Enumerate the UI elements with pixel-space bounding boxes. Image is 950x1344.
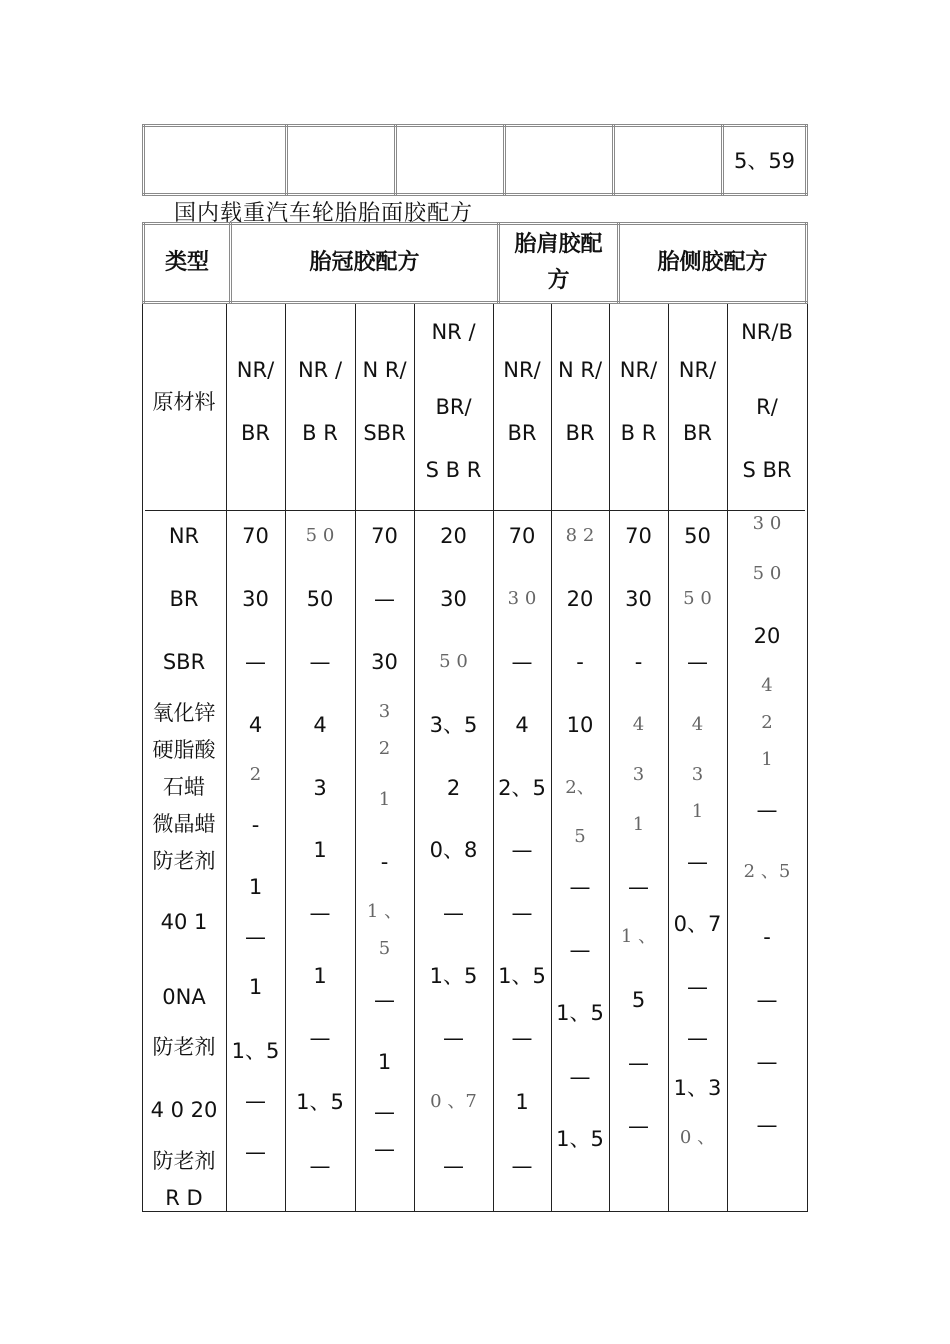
- value-7-5: 1: [691, 801, 704, 822]
- value-1-4: 3: [313, 776, 327, 800]
- value-6-10: —: [628, 1114, 649, 1138]
- row-label-13: R D: [165, 1186, 203, 1210]
- sidewall-header: 胎侧胶配方: [619, 224, 807, 303]
- value-4-8: —: [511, 1026, 533, 1050]
- value-0-3: 4: [248, 713, 263, 737]
- value-0-9: 1、5: [231, 1039, 280, 1063]
- value-3-6: —: [443, 901, 464, 925]
- value-7-9: —: [687, 1026, 708, 1050]
- value-7-3: 4: [691, 714, 704, 735]
- value-7-0: 50: [684, 524, 711, 548]
- value-0-5: -: [251, 813, 260, 837]
- value-2-9: —: [374, 988, 395, 1012]
- crown-header: 胎冠胶配方: [231, 224, 499, 303]
- row-label-5: 石蜡: [163, 775, 205, 799]
- value-0-10: —: [245, 1089, 266, 1113]
- type-header: 类型: [144, 224, 231, 303]
- formula-header-4-0: NR/: [503, 358, 541, 382]
- value-4-3: 4: [515, 713, 529, 737]
- formula-header-7-0: NR/: [678, 358, 717, 382]
- value-1-3: 4: [313, 713, 327, 737]
- value-8-8: -: [763, 925, 771, 949]
- formula-header-2-0: N R/: [362, 358, 407, 382]
- value-0-1: 30: [242, 587, 269, 611]
- row-label-9: 0NA: [162, 985, 206, 1009]
- value-5-2: -: [576, 650, 584, 674]
- formula-header-1-1: B R: [302, 421, 338, 445]
- formula-header-3-1: BR/: [435, 395, 472, 419]
- value-5-5: 5: [574, 826, 586, 847]
- value-5-10: 1、5: [556, 1127, 604, 1151]
- value-4-9: 1: [515, 1090, 529, 1114]
- formula-header-5-1: BR: [565, 421, 595, 445]
- value-7-2: —: [687, 650, 708, 674]
- formula-header-6-0: NR/: [619, 358, 658, 382]
- value-3-9: 0 、7: [430, 1091, 477, 1112]
- row-label-7: 防老剂: [152, 849, 216, 873]
- value-8-1: 5 0: [752, 563, 782, 584]
- value-2-5: 1: [378, 789, 391, 810]
- value-6-8: 5: [631, 988, 646, 1012]
- value-3-3: 3、5: [429, 713, 478, 737]
- value-6-4: 3: [632, 764, 645, 785]
- value-0-11: —: [245, 1140, 266, 1164]
- value-6-3: 4: [632, 714, 645, 735]
- value-4-5: —: [511, 838, 533, 862]
- row-label-3: 氧化锌: [152, 701, 216, 725]
- value-0-7: —: [245, 925, 266, 949]
- row-label-2: SBR: [162, 650, 206, 674]
- formula-header-7-1: BR: [683, 421, 712, 445]
- row-label-4: 硬脂酸: [152, 738, 216, 762]
- formula-grid: [142, 304, 808, 1212]
- value-7-6: —: [687, 850, 708, 874]
- value-2-1: —: [374, 587, 395, 611]
- previous-table-fragment: [142, 124, 808, 196]
- value-6-2: -: [634, 650, 643, 674]
- value-8-0: 3 0: [752, 513, 782, 534]
- value-5-9: —: [569, 1065, 591, 1089]
- value-7-4: 3: [691, 764, 704, 785]
- value-6-9: —: [628, 1051, 649, 1075]
- formula-header-8-2: S BR: [742, 458, 792, 482]
- value-8-9: —: [756, 988, 778, 1012]
- value-2-4: 2: [378, 738, 391, 759]
- value-1-7: 1: [313, 964, 327, 988]
- formula-header-5-0: N R/: [557, 358, 603, 382]
- formula-header-1-0: NR /: [297, 358, 343, 382]
- value-6-5: 1: [632, 814, 645, 835]
- value-5-8: 1、5: [556, 1001, 604, 1025]
- value-0-0: 70: [242, 524, 269, 548]
- value-5-3: 10: [566, 713, 594, 737]
- table-caption: 国内载重汽车轮胎胎面胶配方: [174, 201, 474, 226]
- value-5-4: 2、: [565, 777, 595, 798]
- value-4-1: 3 0: [507, 588, 537, 609]
- value-2-8: 5: [378, 938, 391, 959]
- value-8-5: 1: [761, 749, 773, 770]
- row-label-10: 防老剂: [152, 1035, 216, 1059]
- value-6-7: 1 、: [620, 926, 657, 947]
- value-0-8: 1: [248, 975, 263, 999]
- value-1-6: —: [309, 901, 331, 925]
- value-8-7: 2 、5: [743, 861, 791, 882]
- value-1-0: 5 0: [305, 525, 335, 546]
- value-6-1: 30: [625, 587, 652, 611]
- formula-header-6-1: B R: [620, 421, 657, 445]
- value-7-10: 1、3: [673, 1076, 722, 1100]
- formula-header-8-1: R/: [756, 395, 778, 419]
- value-5-1: 20: [566, 587, 594, 611]
- value-4-0: 70: [508, 524, 536, 548]
- value-1-10: —: [309, 1154, 331, 1178]
- value-4-6: —: [511, 901, 533, 925]
- value-3-0: 20: [440, 524, 467, 548]
- value-8-2: 20: [753, 624, 781, 648]
- value-2-11: —: [374, 1100, 395, 1124]
- value-6-0: 70: [625, 524, 652, 548]
- value-2-7: 1 、: [366, 901, 403, 922]
- value-7-7: 0、7: [673, 912, 722, 936]
- value-4-2: —: [511, 650, 533, 674]
- value-8-6: —: [756, 798, 778, 822]
- value-2-3: 3: [378, 701, 391, 722]
- value-1-8: —: [309, 1026, 331, 1050]
- value-1-9: 1、5: [296, 1090, 344, 1114]
- value-3-1: 30: [440, 587, 467, 611]
- value-3-4: 2: [446, 776, 461, 800]
- value-0-4: 2: [249, 764, 262, 785]
- value-3-10: —: [443, 1154, 464, 1178]
- row-label-6: 微晶蜡: [152, 812, 216, 836]
- fragment-value: 5、59: [723, 126, 807, 195]
- value-3-2: 5 0: [439, 651, 468, 672]
- value-5-7: —: [569, 938, 591, 962]
- value-2-0: 70: [371, 524, 398, 548]
- formula-header-0-1: BR: [241, 421, 270, 445]
- row-label-11: 4 0 20: [150, 1098, 218, 1122]
- value-3-8: —: [443, 1026, 464, 1050]
- formula-header-8-0: NR/B: [741, 320, 793, 344]
- value-2-12: —: [374, 1137, 395, 1161]
- formula-header-2-1: SBR: [363, 421, 406, 445]
- value-4-4: 2、5: [498, 776, 546, 800]
- value-4-7: 1、5: [498, 964, 546, 988]
- table-header: [142, 222, 808, 304]
- value-2-10: 1: [377, 1050, 392, 1074]
- formula-header-3-2: S B R: [425, 458, 482, 482]
- value-0-2: —: [245, 650, 266, 674]
- formula-header-0-0: NR/: [236, 358, 275, 382]
- value-8-4: 2: [761, 712, 773, 733]
- value-4-10: —: [511, 1154, 533, 1178]
- value-1-1: 50: [306, 587, 334, 611]
- value-3-5: 0、8: [429, 838, 478, 862]
- shoulder-header: 胎肩胶配 方: [499, 224, 619, 303]
- value-7-11: 0 、: [679, 1127, 716, 1148]
- value-8-3: 4: [761, 675, 773, 696]
- value-6-6: —: [628, 875, 649, 899]
- value-3-7: 1、5: [429, 964, 478, 988]
- value-5-0: 8 2: [565, 525, 595, 546]
- row-label-12: 防老剂: [152, 1149, 216, 1173]
- value-5-6: —: [569, 875, 591, 899]
- materials-label: 原材料: [152, 390, 216, 414]
- value-8-10: —: [756, 1050, 778, 1074]
- value-1-5: 1: [313, 838, 327, 862]
- value-1-2: —: [309, 650, 331, 674]
- row-label-8: 40 1: [160, 910, 208, 934]
- value-2-6: -: [380, 850, 389, 874]
- value-7-8: —: [687, 975, 708, 999]
- formula-header-4-1: BR: [507, 421, 537, 445]
- value-8-11: —: [756, 1113, 778, 1137]
- value-0-6: 1: [248, 875, 263, 899]
- formula-header-3-0: NR /: [431, 320, 476, 344]
- value-2-2: 30: [371, 650, 398, 674]
- row-label-1: BR: [169, 587, 199, 611]
- row-label-0: NR: [168, 524, 200, 548]
- value-7-1: 5 0: [683, 588, 712, 609]
